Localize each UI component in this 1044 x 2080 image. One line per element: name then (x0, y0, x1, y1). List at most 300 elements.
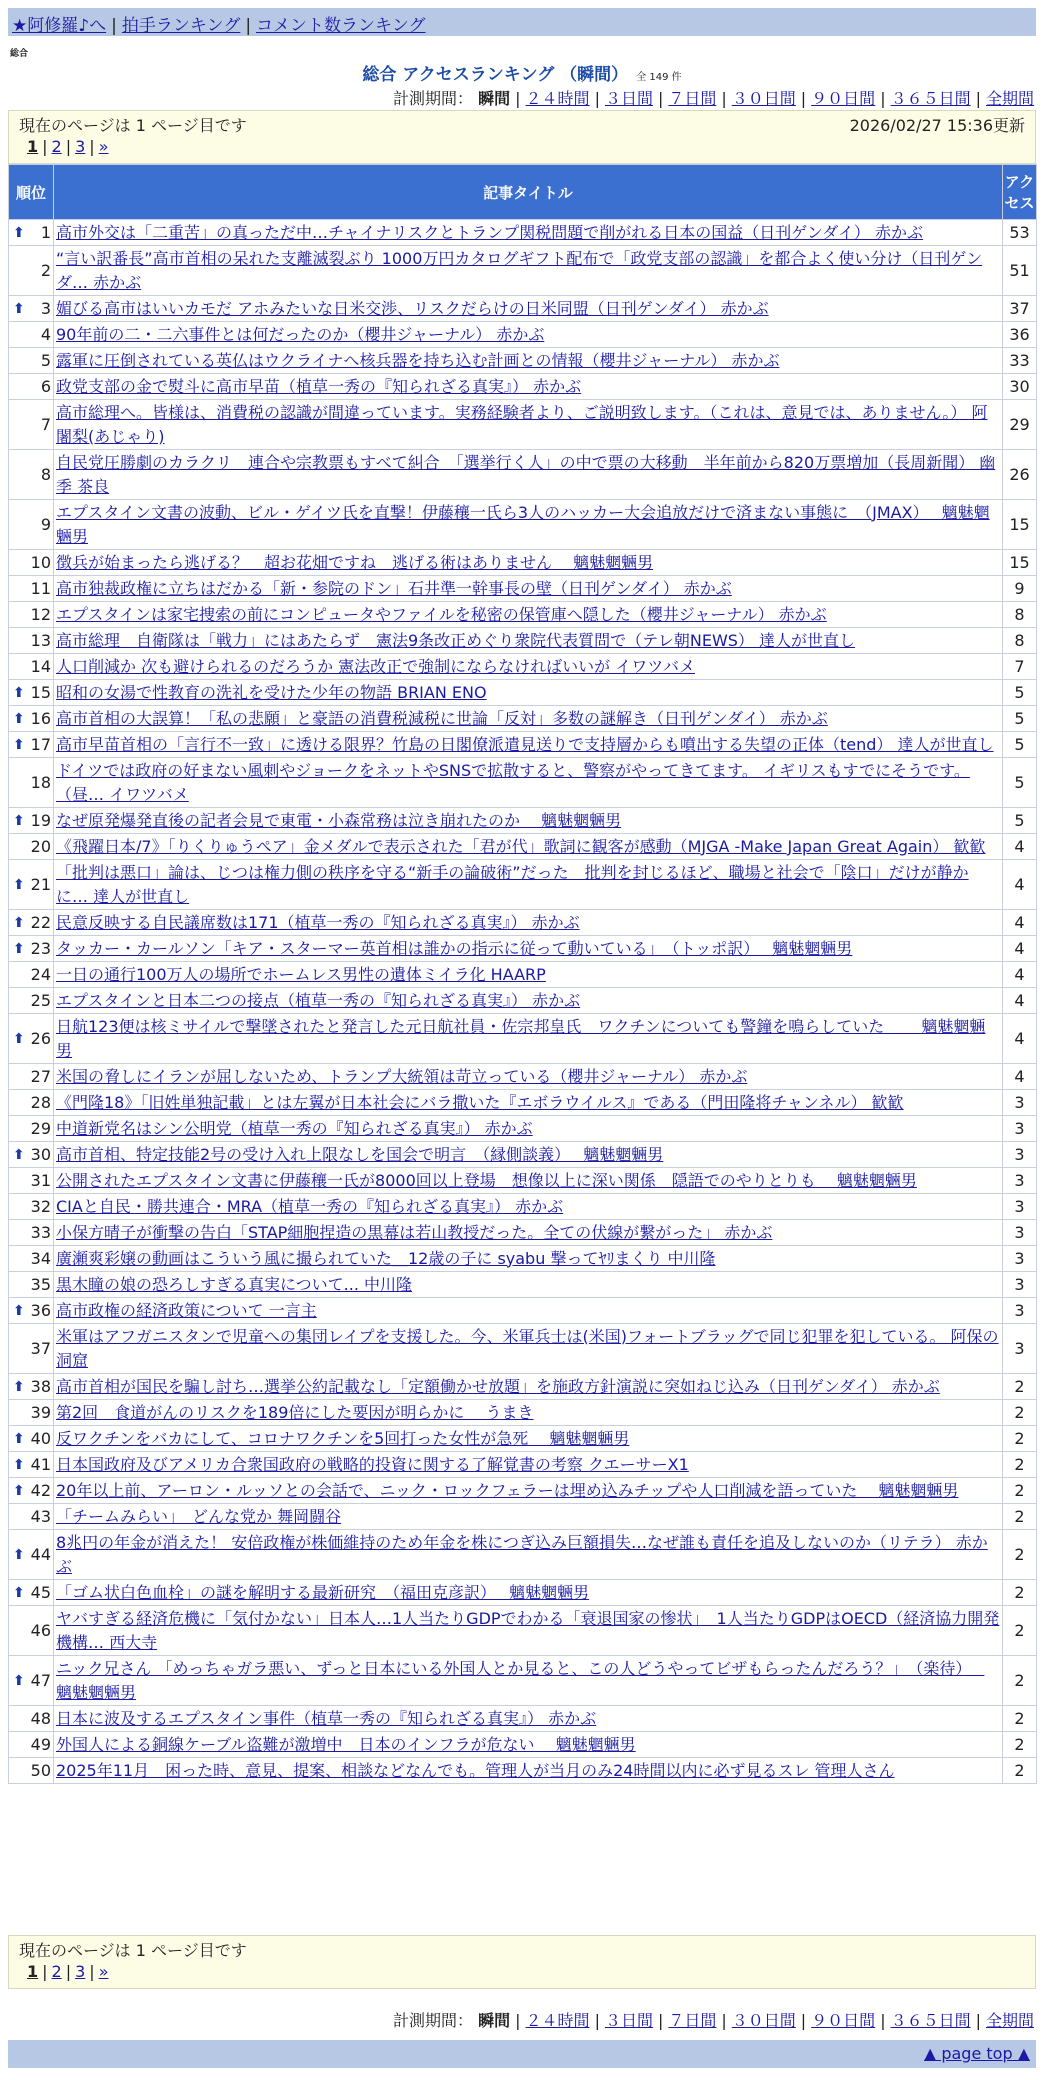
table-row (9, 680, 1037, 706)
article-link[interactable]: 高市総理 自衛隊は「戦力」にはあたらず 憲法9条改正めぐり衆院代表質問で（テレ朝NEWS） 達人が世直し (56, 630, 856, 650)
rank-number: 50 (30, 1761, 51, 1780)
table-row (9, 1116, 1037, 1142)
rank-cell (9, 1530, 54, 1580)
rank-number: 11 (30, 579, 51, 598)
clap-ranking-link[interactable]: 拍手ランキング (121, 16, 241, 36)
rank-cell (9, 706, 54, 732)
page-number-2[interactable]: 2 (51, 137, 62, 156)
title-cell (54, 936, 1003, 962)
period-option[interactable]: ２４時間 (525, 2011, 590, 2030)
article-link[interactable]: 昭和の女湯で性教育の洗礼を受けた少年の物語 BRIAN ENO (56, 682, 487, 702)
rank-number: 22 (30, 913, 51, 932)
page-number-3[interactable]: 3 (75, 1962, 86, 1981)
table-row (9, 1298, 1037, 1324)
table-row (9, 1580, 1037, 1606)
period-option[interactable]: 全期間 (985, 2011, 1034, 2030)
period-current: 瞬間 (478, 2011, 511, 2030)
access-count: 15 (1003, 550, 1037, 576)
access-count: 3 (1003, 1168, 1037, 1194)
header-access: アクセス (1003, 165, 1037, 220)
top-nav: ★阿修羅♪へ | 拍手ランキング | コメント数ランキング (8, 8, 1036, 36)
title-cell (54, 680, 1003, 706)
table-row (9, 758, 1037, 808)
access-count: 3 (1003, 1116, 1037, 1142)
table-row (9, 706, 1037, 732)
article-link[interactable]: 政党支部の金で熨斗に高市早苗（植草一秀の『知られざる真実』） 赤かぶ (56, 376, 582, 396)
total-count: 全 149 件 (636, 72, 682, 83)
rank-cell (9, 1064, 54, 1090)
access-count: 4 (1003, 936, 1037, 962)
rank-cell (9, 936, 54, 962)
rank-number: 13 (30, 631, 51, 650)
title-cell (54, 1504, 1003, 1530)
period-option[interactable]: 全期間 (985, 89, 1034, 108)
access-count: 2 (1003, 1400, 1037, 1426)
rank-number: 35 (30, 1275, 51, 1294)
article-link[interactable]: 人口削減か 次も避けられるのだろうか 憲法改正で強制にならなければいいが イワツバメ (56, 656, 695, 676)
period-option[interactable]: ３日間 (604, 2011, 653, 2030)
title-cell (54, 1246, 1003, 1272)
access-count: 9 (1003, 576, 1037, 602)
article-link[interactable]: 高市総理へ。皆様は、消費税の認識が間違っています。実務経験者より、ご説明致します。（これは、意見では、ありません。） 阿闍梨(あじゃり) (56, 402, 988, 446)
table-row (9, 910, 1037, 936)
article-link[interactable]: 徴兵が始まったら逃げる？ 超お花畑ですね 逃げる術はありません 魑魅魍魎男 (56, 552, 654, 572)
rank-cell (9, 1116, 54, 1142)
access-count: 3 (1003, 1324, 1037, 1374)
article-link[interactable]: 第2回 食道がんのリスクを189倍にした要因が明らかに うまき (56, 1402, 534, 1422)
title-cell (54, 550, 1003, 576)
page-number-2[interactable]: 2 (51, 1962, 62, 1981)
access-count: 4 (1003, 988, 1037, 1014)
page-number-1: 1 (27, 137, 39, 156)
rank-cell (9, 654, 54, 680)
table-row (9, 1478, 1037, 1504)
access-count: 3 (1003, 1272, 1037, 1298)
article-link[interactable]: 自民党圧勝劇のカラクリ 連合や宗教票もすべて糾合 「選挙行く人」の中で票の大移動 半年前から820万票増加（長周新聞） 幽季 茶良 (56, 452, 996, 496)
access-count: 8 (1003, 628, 1037, 654)
rank-cell (9, 1426, 54, 1452)
rank-number: 48 (30, 1709, 51, 1728)
access-count: 5 (1003, 732, 1037, 758)
article-link[interactable]: 米国の脅しにイランが屈しないため、トランプ大統領は苛立っている（櫻井ジャーナル） 赤かぶ (56, 1066, 748, 1086)
period-option[interactable]: ７日間 (668, 89, 717, 108)
rank-up-arrow-icon: ⬆ (13, 684, 25, 701)
rank-cell (9, 910, 54, 936)
article-link[interactable]: 高市首相、特定技能2号の受け入れ上限なしを国会で明言 （縁側談義） 魑魅魍魎男 (56, 1144, 664, 1164)
title-cell (54, 1014, 1003, 1064)
rank-cell (9, 246, 54, 296)
access-count: 4 (1003, 962, 1037, 988)
title-cell (54, 1606, 1003, 1656)
rank-cell (9, 1478, 54, 1504)
title-cell (54, 374, 1003, 400)
rank-number: 10 (30, 553, 51, 572)
rank-up-arrow-icon: ⬆ (13, 1146, 25, 1163)
article-link[interactable]: 公開されたエプスタイン文書に伊藤穰一氏が8000回以上登場 想像以上に深い関係 隠語でのやりとりも 魑魅魍魎男 (56, 1170, 917, 1190)
table-row (9, 1452, 1037, 1478)
rank-cell (9, 1324, 54, 1374)
rank-cell (9, 1090, 54, 1116)
access-count: 30 (1003, 374, 1037, 400)
rank-number: 45 (30, 1583, 51, 1602)
rank-cell (9, 860, 54, 910)
period-option[interactable]: ３０日間 (731, 89, 796, 108)
access-count: 2 (1003, 1580, 1037, 1606)
article-link[interactable]: 20年以上前、アーロン・ルッソとの会話で、ニック・ロックフェラーは埋め込みチップや人口削減を語っていた 魑魅魍魎男 (56, 1480, 959, 1500)
table-row (9, 1220, 1037, 1246)
table-row (9, 1168, 1037, 1194)
article-link[interactable]: 2025年11月 困った時、意見、提案、相談などなんでも。管理人が当月のみ24時間以内に必ず見るスレ 管理人さん (56, 1760, 895, 1780)
article-link[interactable]: 8兆円の年金が消えた！ 安倍政権が株価維持のため年金を株につぎ込み巨額損失…なぜ誰も責任を追及しないのか（リテラ） 赤かぶ (56, 1532, 988, 1576)
period-selector-bottom: 計測期間： 瞬間 | ２４時間 | ３日間 | ７日間 | ３０日間 | ９０日間 | ３６５日間 | 全期間 (393, 2011, 1034, 2030)
rank-number: 12 (30, 605, 51, 624)
article-link[interactable]: 「チームみらい」 どんな党か 舞岡闘谷 (56, 1506, 342, 1526)
table-row (9, 1194, 1037, 1220)
page-number-1: 1 (27, 1962, 39, 1981)
article-link[interactable]: 露軍に圧倒されている英仏はウクライナへ核兵器を持ち込む計画との情報（櫻井ジャーナル） 赤かぶ (56, 350, 780, 370)
access-count: 5 (1003, 808, 1037, 834)
access-count: 2 (1003, 1656, 1037, 1706)
access-count: 4 (1003, 834, 1037, 860)
period-option[interactable]: ７日間 (668, 2011, 717, 2030)
rank-cell (9, 1400, 54, 1426)
rank-number: 8 (40, 465, 51, 484)
access-count: 3 (1003, 1194, 1037, 1220)
rank-number: 44 (30, 1545, 51, 1564)
rank-up-arrow-icon: ⬆ (13, 876, 25, 893)
article-link[interactable]: 高市首相の大誤算！「私の悲願」と豪語の消費税減税に世論「反対」多数の謎解き（日刊ゲンダイ） 赤かぶ (56, 708, 828, 728)
period-label: 計測期間： (393, 2011, 474, 2030)
page-top-link[interactable]: ▲ page top ▲ (923, 2044, 1030, 2063)
title-cell (54, 296, 1003, 322)
title-cell (54, 628, 1003, 654)
table-row (9, 988, 1037, 1014)
article-link[interactable]: 日本に波及するエプスタイン事件（植草一秀の『知られざる真実』） 赤かぶ (56, 1708, 597, 1728)
rank-cell (9, 1504, 54, 1530)
rank-number: 3 (40, 299, 51, 318)
rank-cell (9, 1374, 54, 1400)
home-link[interactable]: ★阿修羅♪へ (12, 16, 107, 36)
article-link[interactable]: 日航123便は核ミサイルで撃墜されたと発言した元日航社員・佐宗邦皇氏 ワクチンについても警鐘を鳴らしていた 魑魅魍魎男 (56, 1016, 986, 1060)
rank-up-arrow-icon: ⬆ (13, 300, 25, 317)
rank-number: 1 (40, 223, 51, 242)
rank-number: 21 (30, 875, 51, 894)
table-row (9, 550, 1037, 576)
article-link[interactable]: エプスタイン文書の波動、ビル・ゲイツ氏を直撃！伊藤穰一氏ら3人のハッカー大会追放だけで済まない事態に （JMAX） 魑魅魍魎男 (56, 502, 990, 546)
article-link[interactable]: 一日の通行100万人の場所でホームレス男性の遺体ミイラ化 HAARP (56, 964, 546, 984)
article-link[interactable]: 中道新党名はシン公明党（植草一秀の『知られざる真実』） 赤かぶ (56, 1118, 533, 1138)
period-option[interactable]: ９０日間 (811, 2011, 876, 2030)
title-cell (54, 962, 1003, 988)
pagination-bottom: 1 | 2 | 3 | » (27, 1962, 109, 1981)
page-number-3[interactable]: 3 (75, 137, 86, 156)
rank-up-arrow-icon: ⬆ (13, 1546, 25, 1563)
rank-cell (9, 1580, 54, 1606)
rank-number: 28 (30, 1093, 51, 1112)
rank-cell (9, 1452, 54, 1478)
rank-cell (9, 400, 54, 450)
rank-number: 37 (30, 1339, 51, 1358)
rank-cell (9, 1014, 54, 1064)
title-cell (54, 808, 1003, 834)
article-link[interactable]: 媚びる高市はいいカモだ アホみたいな日米交渉、リスクだらけの日米同盟（日刊ゲンダイ） 赤かぶ (56, 298, 769, 318)
page-info-top (8, 110, 1036, 164)
rank-number: 25 (30, 991, 51, 1010)
access-count: 4 (1003, 860, 1037, 910)
table-row (9, 1246, 1037, 1272)
rank-cell (9, 1732, 54, 1758)
rank-up-arrow-icon: ⬆ (13, 1584, 25, 1601)
title-cell (54, 1090, 1003, 1116)
rank-cell (9, 1758, 54, 1784)
table-row (9, 860, 1037, 910)
table-row (9, 1426, 1037, 1452)
rank-up-arrow-icon: ⬆ (13, 940, 25, 957)
period-selector-top: 計測期間： 瞬間 | ２４時間 | ３日間 | ７日間 | ３０日間 | ９０日間 | ３６５日間 | 全期間 (393, 89, 1034, 108)
title-cell (54, 732, 1003, 758)
title-cell (54, 1452, 1003, 1478)
article-link[interactable]: 高市早苗首相の「言行不一致」に透ける限界？竹島の日閣僚派遣見送りで支持層からも噴出する失望の正体（tend） 達人が世直し (56, 734, 994, 754)
rank-cell (9, 374, 54, 400)
rank-number: 27 (30, 1067, 51, 1086)
period-current: 瞬間 (478, 89, 511, 108)
table-header (9, 165, 1037, 220)
rank-up-arrow-icon: ⬆ (13, 224, 25, 241)
rank-number: 20 (30, 837, 51, 856)
rank-cell (9, 348, 54, 374)
rank-up-arrow-icon: ⬆ (13, 1302, 25, 1319)
rank-up-arrow-icon: ⬆ (13, 1378, 25, 1395)
rank-number: 41 (30, 1455, 51, 1474)
rank-up-arrow-icon: ⬆ (13, 812, 25, 829)
ranking-table (8, 164, 1037, 1784)
title-cell (54, 1324, 1003, 1374)
access-count: 3 (1003, 1142, 1037, 1168)
rank-number: 47 (30, 1671, 51, 1690)
table-row (9, 654, 1037, 680)
table-row (9, 1656, 1037, 1706)
pagination-top: 1 | 2 | 3 | » (27, 137, 109, 156)
table-row (9, 1374, 1037, 1400)
rank-number: 49 (30, 1735, 51, 1754)
rank-cell (9, 732, 54, 758)
table-row (9, 296, 1037, 322)
access-count: 36 (1003, 322, 1037, 348)
rank-cell (9, 602, 54, 628)
access-count: 2 (1003, 1374, 1037, 1400)
bottom-bar (8, 2040, 1036, 2068)
access-count: 2 (1003, 1530, 1037, 1580)
title-cell (54, 220, 1003, 246)
rank-up-arrow-icon: ⬆ (13, 1456, 25, 1473)
header-title: 記事タイトル (54, 165, 1003, 220)
rank-cell (9, 834, 54, 860)
article-link[interactable]: ドイツでは政府の好まない風刺やジョークをネットやSNSで拡散すると、警察がやってきてます。 イギリスもすでにそうです。（昼… イワツバメ (56, 760, 970, 804)
rank-number: 9 (40, 515, 51, 534)
rank-cell (9, 628, 54, 654)
article-link[interactable]: CIAと自民・勝共連合・MRA（植草一秀の『知られざる真実』） 赤かぶ (56, 1196, 564, 1216)
title-cell (54, 1168, 1003, 1194)
article-link[interactable]: 90年前の二・二六事件とは何だったのか（櫻井ジャーナル） 赤かぶ (56, 324, 545, 344)
article-link[interactable]: 米軍はアフガニスタンで児童への集団レイプを支援した。今、米軍兵士は(米国)フォートブラッグで同じ犯罪を犯している。 阿保の洞窟 (56, 1326, 999, 1370)
rank-number: 2 (40, 261, 51, 280)
rank-number: 40 (30, 1429, 51, 1448)
article-link[interactable]: 小保方晴子が衝撃の告白「STAP細胞捏造の黒幕は若山教授だった。全ての伏線が繋がった」 赤かぶ (56, 1222, 773, 1242)
article-link[interactable]: 民意反映する自民議席数は171（植草一秀の『知られざる真実』） 赤かぶ (56, 912, 580, 932)
access-count: 4 (1003, 910, 1037, 936)
rank-number: 14 (30, 657, 51, 676)
access-count: 2 (1003, 1706, 1037, 1732)
table-row (9, 500, 1037, 550)
rank-number: 30 (30, 1145, 51, 1164)
table-row (9, 936, 1037, 962)
table-row (9, 1090, 1037, 1116)
rank-cell (9, 296, 54, 322)
article-link[interactable]: タッカー・カールソン「キア・スターマー英首相は誰かの指示に従って動いている」 （トッポ訳） 魑魅魍魎男 (56, 938, 853, 958)
rank-cell (9, 500, 54, 550)
period-option[interactable]: ３０日間 (731, 2011, 796, 2030)
rank-number: 5 (40, 351, 51, 370)
title-cell (54, 1758, 1003, 1784)
rank-cell (9, 1142, 54, 1168)
article-link[interactable]: エプスタインは家宅捜索の前にコンピュータやファイルを秘密の保管庫へ隠した（櫻井ジャーナル） 赤かぶ (56, 604, 827, 624)
article-link[interactable]: 《門隆18》「旧姓単独記載」とは左翼が日本社会にバラ撒いた『エボラウイルス』である（門田隆将チャンネル） 歓歓 (56, 1092, 904, 1112)
title-cell (54, 322, 1003, 348)
title-cell (54, 602, 1003, 628)
table-row (9, 732, 1037, 758)
title-cell (54, 1298, 1003, 1324)
article-link[interactable]: 高市政権の経済政策について 一言主 (56, 1300, 317, 1320)
rank-cell (9, 550, 54, 576)
title-cell (54, 988, 1003, 1014)
table-row (9, 348, 1037, 374)
table-row (9, 1400, 1037, 1426)
access-count: 4 (1003, 1014, 1037, 1064)
article-link[interactable]: 反ワクチンをバカにして、コロナワクチンを5回打った女性が急死 魑魅魍魎男 (56, 1428, 630, 1448)
access-count: 2 (1003, 1478, 1037, 1504)
table-row (9, 1272, 1037, 1298)
access-count: 37 (1003, 296, 1037, 322)
rank-up-arrow-icon: ⬆ (13, 914, 25, 931)
title-cell (54, 400, 1003, 450)
rank-cell (9, 1706, 54, 1732)
header-rank: 順位 (9, 165, 54, 220)
article-link[interactable]: 廣瀬爽彩嬢の動画はこういう風に撮られていた＿12歳の子に syabu 撃ってﾔﾘまくり 中川隆 (56, 1248, 716, 1268)
rank-number: 43 (30, 1507, 51, 1526)
period-option[interactable]: ３６５日間 (890, 2011, 971, 2030)
period-option[interactable]: ２４時間 (525, 89, 590, 108)
rank-cell (9, 1298, 54, 1324)
article-link[interactable]: ニック兄さん 「めっちゃガラ悪い、ずっと日本にいる外国人とか見ると、この人どうやってビザもらったんだろう？」 （楽待） 魑魅魍魎男 (56, 1658, 985, 1702)
current-page-text: 現在のページは 1 ページ目です (19, 116, 247, 135)
table-row (9, 1606, 1037, 1656)
table-row (9, 1324, 1037, 1374)
rank-number: 42 (30, 1481, 51, 1500)
article-link[interactable]: 高市独裁政権に立ちはだかる「新・参院のドン」石井準一幹事長の壁（日刊ゲンダイ） 赤かぶ (56, 578, 732, 598)
access-count: 29 (1003, 400, 1037, 450)
title-cell (54, 654, 1003, 680)
rank-cell (9, 988, 54, 1014)
access-count: 2 (1003, 1504, 1037, 1530)
rank-cell (9, 962, 54, 988)
period-option[interactable]: ３日間 (604, 89, 653, 108)
access-count: 2 (1003, 1606, 1037, 1656)
rank-cell (9, 758, 54, 808)
article-link[interactable]: 《飛躍日本/7》「りくりゅうペア」金メダルで表示された「君が代」歌詞に観客が感動（MJGA -Make Japan Great Again） 歓歓 (56, 836, 986, 856)
table-row (9, 602, 1037, 628)
access-count: 3 (1003, 1220, 1037, 1246)
period-option[interactable]: ９０日間 (811, 89, 876, 108)
access-count: 26 (1003, 450, 1037, 500)
current-page-text: 現在のページは 1 ページ目です (19, 1941, 247, 1960)
table-row (9, 1014, 1037, 1064)
rank-up-arrow-icon: ⬆ (13, 1672, 25, 1689)
rank-number: 4 (40, 325, 51, 344)
access-count: 2 (1003, 1732, 1037, 1758)
rank-number: 19 (30, 811, 51, 830)
access-count: 4 (1003, 1064, 1037, 1090)
table-row (9, 576, 1037, 602)
next-page-link[interactable]: » (98, 137, 109, 156)
title-cell (54, 450, 1003, 500)
article-link[interactable]: 黒木瞳の娘の恐ろしすぎる真実について... 中川隆 (56, 1274, 413, 1294)
rank-cell (9, 1220, 54, 1246)
title-cell (54, 834, 1003, 860)
rank-cell (9, 576, 54, 602)
title-cell (54, 1732, 1003, 1758)
title-cell (54, 758, 1003, 808)
title-cell (54, 1706, 1003, 1732)
article-link[interactable]: “言い訳番長”高市首相の呆れた支離滅裂ぶり 1000万円カタログギフト配布で「政党支部の認識」を都合よく使い分け（日刊ゲンダ… 赤かぶ (56, 248, 983, 292)
title-cell (54, 1656, 1003, 1706)
table-row (9, 1142, 1037, 1168)
next-page-link[interactable]: » (98, 1962, 109, 1981)
access-count: 5 (1003, 706, 1037, 732)
article-link[interactable]: 高市首相が国民を騙し討ち…選挙公約記載なし「定額働かせ放題」を施政方針演説に突如ねじ込み（日刊ゲンダイ） 赤かぶ (56, 1376, 940, 1396)
rank-number: 6 (40, 377, 51, 396)
comment-ranking-link[interactable]: コメント数ランキング (256, 16, 426, 36)
table-row (9, 1732, 1037, 1758)
access-count: 33 (1003, 348, 1037, 374)
article-link[interactable]: 「批判は悪口」論は、じつは権力側の秩序を守る“新手の論破術”だった 批判を封じるほど、職場と社会で「陰口」だけが静かに… 達人が世直し (56, 862, 969, 906)
access-count: 7 (1003, 654, 1037, 680)
title-cell (54, 706, 1003, 732)
article-link[interactable]: 外国人による銅線ケーブル盗難が激増中 日本のインフラが危ない 魑魅魍魎男 (56, 1734, 636, 1754)
rank-number: 29 (30, 1119, 51, 1138)
article-link[interactable]: ヤバすぎる経済危機に「気付かない」日本人…1人当たりGDPでわかる「衰退国家の惨状」 1人当たりGDPはOECD（経済協力開発機構… 西大寺 (56, 1608, 1000, 1652)
period-option[interactable]: ３６５日間 (890, 89, 971, 108)
page-title-text: 総合 アクセスランキング （瞬間） (362, 65, 629, 85)
title-cell (54, 1194, 1003, 1220)
title-cell (54, 1580, 1003, 1606)
access-count: 3 (1003, 1246, 1037, 1272)
article-link[interactable]: 高市外交は「二重苦」の真っただ中…チャイナリスクとトランプ関税問題で削がれる日本の国益（日刊ゲンダイ） 赤かぶ (56, 222, 924, 242)
access-count: 3 (1003, 1298, 1037, 1324)
title-cell (54, 500, 1003, 550)
article-link[interactable]: なぜ原発爆発直後の記者会見で東電・小森常務は泣き崩れたのか 魑魅魍魎男 (56, 810, 622, 830)
article-link[interactable]: 日本国政府及びアメリカ合衆国政府の戦略的投資に関する了解覚書の考察 クエーサーX1 (56, 1454, 689, 1474)
rank-number: 16 (30, 709, 51, 728)
article-link[interactable]: 「ゴム状白色血栓」の謎を解明する最新研究 （福田克彦訳） 魑魅魍魎男 (56, 1582, 590, 1602)
period-label: 計測期間： (393, 89, 474, 108)
title-cell (54, 1142, 1003, 1168)
article-link[interactable]: エプスタインと日本二つの接点（植草一秀の『知られざる真実』） 赤かぶ (56, 990, 581, 1010)
table-row (9, 322, 1037, 348)
access-count: 5 (1003, 758, 1037, 808)
rank-number: 34 (30, 1249, 51, 1268)
rank-cell (9, 808, 54, 834)
title-cell (54, 1400, 1003, 1426)
